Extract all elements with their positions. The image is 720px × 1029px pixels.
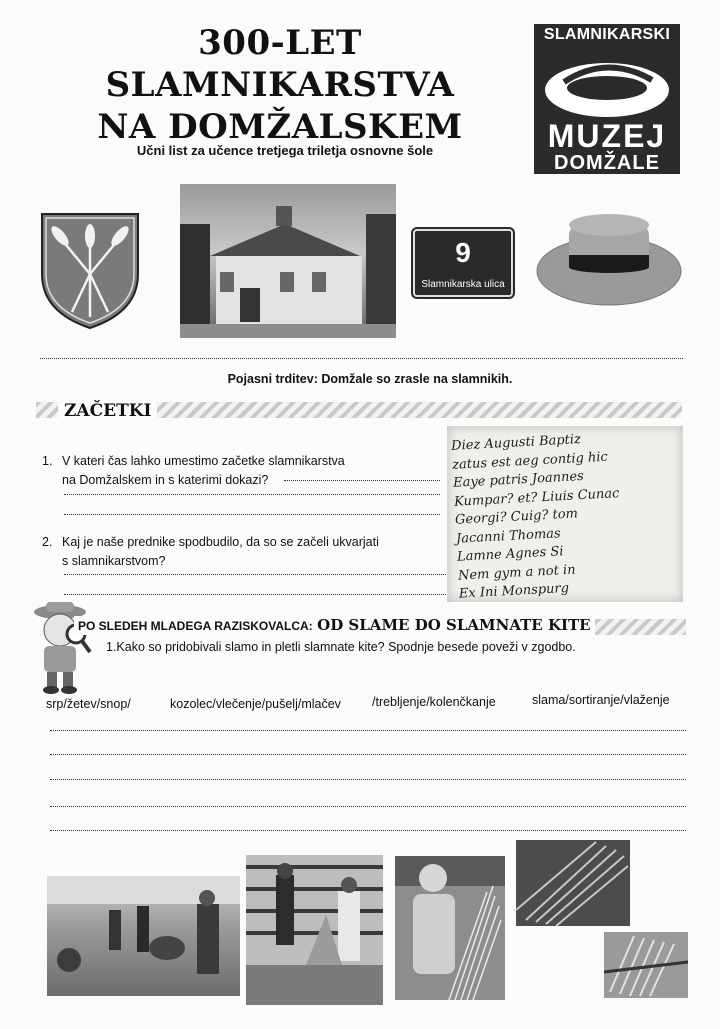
logo-bottom-text: DOMŽALE bbox=[554, 152, 660, 174]
answer-line[interactable] bbox=[40, 358, 683, 359]
question-text: na Domžalskem in s katerimi dokazi? bbox=[62, 473, 269, 487]
museum-logo bbox=[534, 24, 680, 174]
hay-rack-photo bbox=[246, 855, 383, 1005]
document-line: Ex Ini Monspurg bbox=[458, 580, 570, 602]
young-explorer-icon bbox=[30, 600, 94, 696]
answer-line[interactable] bbox=[284, 480, 440, 481]
section-heading bbox=[74, 616, 595, 635]
word-group: srp/žetev/snop/ bbox=[46, 697, 131, 711]
document-line: Kumpar? et? Liuis Cunac bbox=[453, 485, 620, 510]
document-line: zatus est aeg contig hic bbox=[451, 449, 609, 473]
straw-braid-photo bbox=[604, 932, 688, 998]
word-group: kozolec/vlečenje/pušelj/mlačev bbox=[170, 697, 341, 711]
word-group: slama/sortiranje/vlaženje bbox=[532, 693, 670, 707]
section-title-zacetki: ZAČETKI bbox=[58, 401, 157, 421]
answer-line[interactable] bbox=[50, 806, 686, 807]
straw-hat-icon bbox=[534, 205, 684, 309]
task-text: 1.Kako so pridobivali slamo in pletli slamnate kite? Spodnje besede poveži v zgodbo. bbox=[106, 640, 576, 654]
hat-logo-icon bbox=[542, 50, 672, 120]
question-text: s slamnikarstvom? bbox=[62, 554, 166, 568]
document-line: Lamne Agnes Si bbox=[456, 544, 564, 565]
question-number: 2. bbox=[42, 535, 53, 549]
street-sign bbox=[413, 229, 513, 297]
answer-line[interactable] bbox=[64, 594, 446, 595]
coat-of-arms-icon bbox=[40, 212, 140, 330]
harvest-photo bbox=[47, 876, 240, 996]
document-line: Eaye patris Joannes bbox=[452, 468, 585, 491]
subtitle: Učni list za učence tretjega triletja osnovne šole bbox=[136, 143, 434, 158]
statement-text: Pojasni trditev: Domžale so zrasle na slamnikih. bbox=[227, 372, 513, 386]
question-number: 1. bbox=[42, 454, 53, 468]
title-line-1: 300-LET SLAMNIKARSTVA bbox=[105, 23, 455, 105]
question-text: Kaj je naše prednike spodbudilo, da so se začeli ukvarjati bbox=[62, 535, 379, 549]
title-line-2: NA DOMŽALSKEM bbox=[97, 107, 463, 147]
answer-line[interactable] bbox=[64, 514, 440, 515]
section-prefix: PO SLEDEH MLADEGA RAZISKOVALCA: bbox=[78, 619, 313, 633]
answer-line[interactable] bbox=[50, 830, 686, 831]
answer-line[interactable] bbox=[50, 730, 686, 731]
logo-top-text: SLAMNIKARSKI bbox=[543, 26, 671, 43]
answer-line[interactable] bbox=[50, 779, 686, 780]
document-line: Diez Augusti Baptiz bbox=[450, 432, 582, 454]
logo-middle-text: MUZEJ bbox=[547, 118, 667, 154]
street-number: 9 bbox=[455, 237, 471, 268]
question-text: V kateri čas lahko umestimo začetke slamnikarstva bbox=[62, 454, 345, 468]
answer-line[interactable] bbox=[64, 574, 446, 575]
handwritten-document bbox=[447, 426, 683, 602]
section-title-od-slame: OD SLAME DO SLAMNATE KITE bbox=[317, 616, 591, 634]
street-name: Slamnikarska ulica bbox=[421, 279, 505, 290]
straw-stalks-photo bbox=[516, 840, 630, 926]
straw-bundle-photo bbox=[395, 856, 505, 1000]
document-line: Jacanni Thomas bbox=[455, 525, 561, 547]
word-group: /trebljenje/kolenčkanje bbox=[372, 695, 496, 709]
answer-line[interactable] bbox=[50, 754, 686, 755]
answer-line[interactable] bbox=[64, 494, 440, 495]
document-line: Nem gym a not in bbox=[457, 562, 576, 584]
page-title bbox=[30, 22, 530, 148]
document-line: Georgi? Cuig? tom bbox=[454, 506, 579, 528]
museum-building-photo bbox=[180, 184, 396, 338]
